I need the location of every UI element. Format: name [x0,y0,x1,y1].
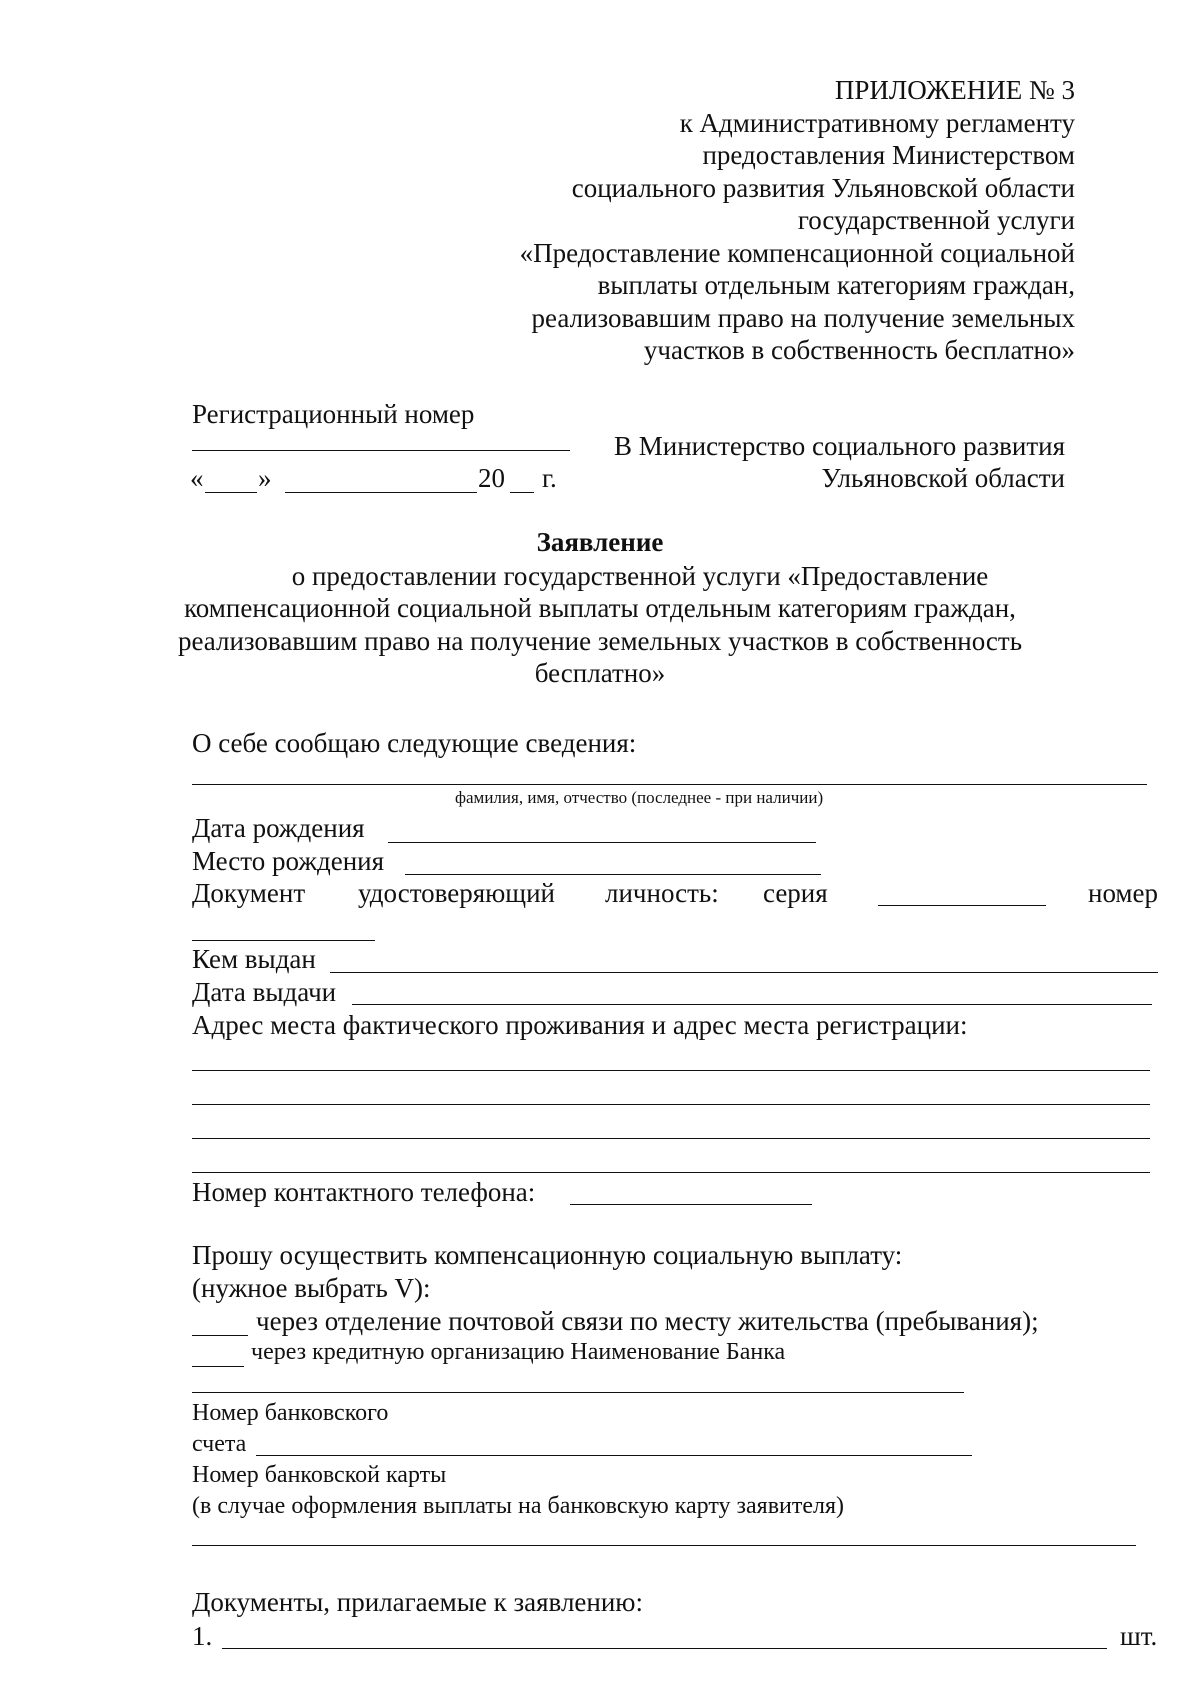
date-open-quote: « [190,463,204,493]
doc-word: Документ [192,878,306,908]
option-post-label: через отделение почтовой связи по месту жительства (пребывания); [256,1306,1039,1336]
appendix-line: участков в собственность бесплатно» [643,335,1075,365]
card-hint: (в случае оформления выплаты на банковскую карту заявителя) [192,1493,845,1519]
phone-field[interactable] [570,1204,812,1205]
issued-by-label: Кем выдан [192,944,316,974]
document-item-number: 1. [192,1621,213,1651]
appendix-line: социального развития Ульяновской области [571,172,1075,203]
statement-subtitle-line: компенсационной социальной выплаты отдельным категориям граждан, [184,593,1016,623]
statement-subtitle-line: о предоставлении государственной услуги «Предоставление [291,561,989,591]
appendix-line: «Предоставление компенсационной социальной [519,237,1075,268]
registration-label: Регистрационный номер [192,399,475,429]
year-suffix: г. [542,463,557,493]
option-bank-label: через кредитную организацию Наименование Банка [251,1339,786,1365]
doc-series-label: серия [763,878,828,908]
date-year-field[interactable] [510,492,534,493]
date-month-field[interactable] [285,492,477,493]
date-day-field[interactable] [205,492,257,493]
account-field[interactable] [256,1455,972,1456]
issued-by-field[interactable] [330,972,1158,973]
issue-date-field[interactable] [352,1004,1152,1005]
document-item-unit: шт. [1120,1621,1158,1651]
payment-hint: (нужное выбрать V): [192,1273,431,1303]
address-label: Адрес места фактического проживания и адрес места регистрации: [192,1010,968,1040]
documents-label: Документы, прилагаемые к заявлению: [192,1587,643,1617]
doc-series-field[interactable] [878,905,1046,906]
registration-number-field[interactable] [192,450,570,451]
card-field[interactable] [192,1545,1136,1546]
account-label: счета [192,1431,247,1457]
bank-name-field[interactable] [192,1392,964,1393]
fio-caption: фамилия, имя, отчество (последнее - при наличии) [455,788,824,807]
doc-word: удостоверяющий [358,878,555,908]
appendix-line: выплаты отдельным категориям граждан, [597,270,1075,300]
issue-date-label: Дата выдачи [192,977,337,1007]
option-post-checkbox[interactable] [192,1335,248,1336]
birth-date-field[interactable] [388,842,816,843]
doc-number-label: номер [1088,878,1159,908]
document-item-field[interactable] [222,1648,1107,1649]
year-prefix: 20 [478,463,505,493]
appendix-line: государственной услуги [797,205,1075,235]
doc-word: личность: [605,878,719,908]
address-field[interactable] [192,1104,1150,1105]
appendix-block [520,74,1075,367]
birth-date-label: Дата рождения [192,813,365,843]
recipient-line2: Ульяновской области [821,463,1065,493]
statement-title-text: Заявление [536,527,664,557]
recipient-line1: В Министерство социального развития [614,431,1065,461]
birth-place-field[interactable] [405,874,821,875]
phone-label: Номер контактного телефона: [192,1177,536,1207]
personal-intro: О себе сообщаю следующие сведения: [192,728,637,758]
address-field[interactable] [192,1070,1150,1071]
option-bank-checkbox[interactable] [192,1366,244,1367]
address-field[interactable] [192,1172,1150,1173]
account-label: Номер банковского [192,1400,389,1426]
card-label: Номер банковской карты [192,1462,447,1488]
payment-request: Прошу осуществить компенсационную социальную выплату: [192,1240,903,1270]
statement-subtitle-line: бесплатно» [534,658,666,688]
appendix-line: реализовавшим право на получение земельных [531,302,1075,333]
fio-field[interactable] [192,784,1147,785]
appendix-line: к Административному регламенту [679,107,1075,138]
statement-subtitle-line: реализовавшим право на получение земельных участков в собственность [177,626,1023,656]
statement-title [0,526,1200,558]
birth-place-label: Место рождения [192,846,385,876]
date-close-quote: » [258,463,272,493]
doc-number-field[interactable] [192,940,375,941]
appendix-title: ПРИЛОЖЕНИЕ № 3 [834,75,1075,105]
appendix-line: предоставления Министерством [702,140,1075,170]
address-field[interactable] [192,1138,1150,1139]
